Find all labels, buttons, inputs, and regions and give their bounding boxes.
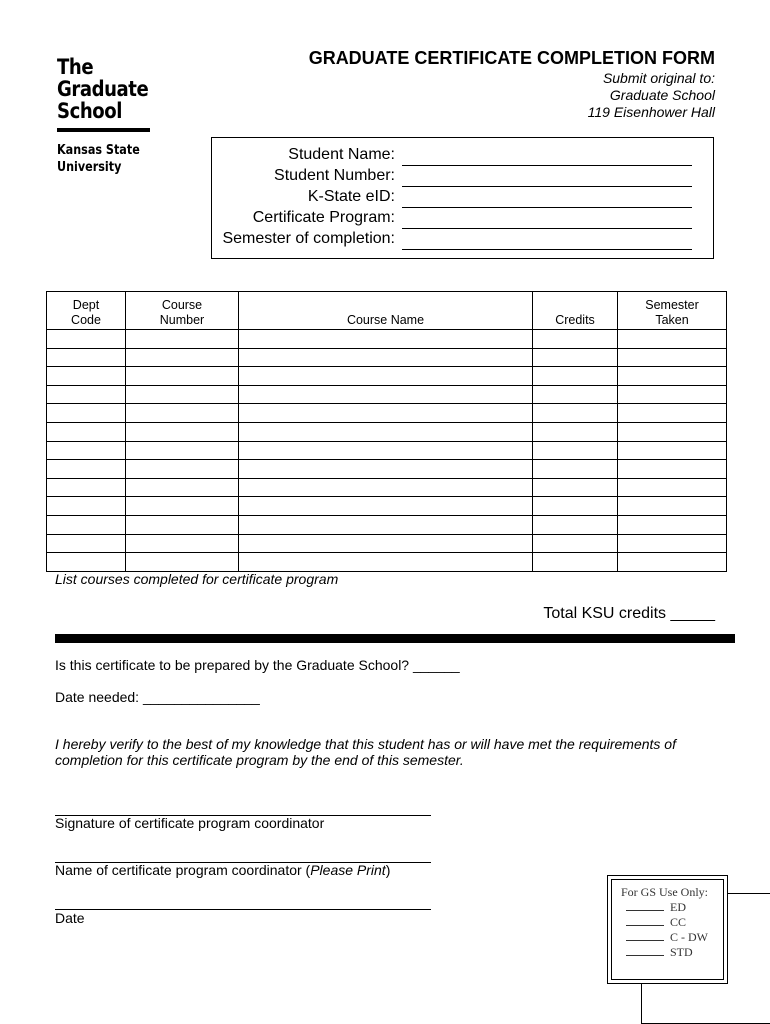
course-name-cell[interactable] — [239, 515, 533, 534]
table-row — [47, 441, 727, 460]
logo-line-kansas-state: Kansas State — [57, 143, 140, 158]
table-header-row — [47, 292, 727, 330]
dept-code-cell[interactable] — [47, 441, 126, 460]
credits-cell[interactable] — [533, 478, 618, 497]
dept-code-cell[interactable] — [47, 497, 126, 516]
header-credits-text: Credits — [555, 313, 595, 327]
logo-line-graduate: Graduate — [57, 77, 149, 101]
course-name-cell[interactable] — [239, 497, 533, 516]
semester-completion-label: Semester of completion: — [222, 230, 395, 247]
course-table-body — [47, 330, 727, 572]
header-course-number-line1: Course — [161, 298, 203, 312]
course-number-cell[interactable] — [126, 553, 239, 572]
gs-item-ed[interactable] — [626, 900, 686, 915]
date-signature-line[interactable] — [55, 892, 431, 910]
semester-taken-cell[interactable] — [618, 515, 727, 534]
table-row — [47, 348, 727, 367]
credits-cell[interactable] — [533, 534, 618, 553]
table-row — [47, 367, 727, 386]
course-name-cell[interactable] — [239, 385, 533, 404]
eid-label: K-State eID: — [307, 188, 395, 205]
logo-line-university: University — [57, 160, 122, 175]
gs-item-c-dw-label: C - DW — [670, 930, 708, 944]
student-name-field — [212, 146, 713, 167]
coordinator-name-label — [55, 862, 390, 878]
dept-code-cell[interactable] — [47, 404, 126, 423]
course-name-cell[interactable] — [239, 367, 533, 386]
coordinator-name-label-italic: Please Print — [310, 862, 386, 878]
semester-taken-cell[interactable] — [618, 441, 727, 460]
gs-use-only-box — [607, 875, 728, 984]
credits-cell[interactable] — [533, 515, 618, 534]
coordinator-signature-label: Signature of certificate program coordinator — [55, 815, 325, 831]
header-course-name-text: Course Name — [346, 313, 425, 327]
certificate-program-field — [212, 209, 713, 230]
dept-code-cell[interactable] — [47, 367, 126, 386]
course-name-cell[interactable] — [239, 404, 533, 423]
dept-code-cell[interactable] — [47, 515, 126, 534]
eid-input[interactable] — [402, 207, 692, 208]
course-number-cell[interactable] — [126, 478, 239, 497]
credits-cell[interactable] — [533, 385, 618, 404]
course-number-cell[interactable] — [126, 497, 239, 516]
semester-taken-cell[interactable] — [618, 478, 727, 497]
student-number-label: Student Number: — [274, 167, 395, 184]
header-course-name — [239, 292, 533, 330]
credits-cell[interactable] — [533, 330, 618, 349]
course-number-cell[interactable] — [126, 534, 239, 553]
dept-code-cell[interactable] — [47, 534, 126, 553]
header-dept-line1: Dept — [72, 298, 100, 312]
credits-cell[interactable] — [533, 460, 618, 479]
gs-item-c-dw[interactable] — [626, 930, 708, 945]
header-course-number — [126, 292, 239, 330]
submit-instructions — [588, 70, 715, 121]
list-courses-note: List courses completed for certificate program — [55, 571, 339, 587]
table-row — [47, 460, 727, 479]
semester-completion-input[interactable] — [402, 249, 692, 250]
date-label: Date — [55, 910, 85, 926]
semester-taken-cell[interactable] — [618, 534, 727, 553]
course-number-cell[interactable] — [126, 367, 239, 386]
table-row — [47, 330, 727, 349]
course-table — [46, 291, 727, 572]
header-semester-taken — [618, 292, 727, 330]
prepared-by-graduate-school-question[interactable]: Is this certificate to be prepared by the Graduate School? ______ — [55, 657, 460, 673]
semester-taken-cell[interactable] — [618, 497, 727, 516]
table-row — [47, 385, 727, 404]
course-name-cell[interactable] — [239, 478, 533, 497]
course-number-cell[interactable] — [126, 441, 239, 460]
course-number-cell[interactable] — [126, 348, 239, 367]
table-row — [47, 478, 727, 497]
gs-use-title: For GS Use Only: — [621, 885, 709, 899]
semester-taken-cell[interactable] — [618, 330, 727, 349]
total-ksu-credits[interactable]: Total KSU credits _____ — [543, 605, 715, 622]
submit-line-2: Graduate School — [609, 87, 715, 103]
header-dept-code — [47, 292, 126, 330]
semester-taken-cell[interactable] — [618, 348, 727, 367]
semester-completion-field — [212, 230, 713, 251]
course-name-cell[interactable] — [239, 534, 533, 553]
course-number-cell[interactable] — [126, 330, 239, 349]
semester-taken-cell[interactable] — [618, 404, 727, 423]
form-title: GRADUATE CERTIFICATE COMPLETION FORM — [308, 48, 715, 68]
header-semester-line2: Taken — [655, 313, 689, 327]
dept-code-cell[interactable] — [47, 478, 126, 497]
dept-code-cell[interactable] — [47, 385, 126, 404]
course-name-cell[interactable] — [239, 348, 533, 367]
dept-code-cell[interactable] — [47, 460, 126, 479]
course-name-cell[interactable] — [239, 460, 533, 479]
student-number-field — [212, 167, 713, 188]
dept-code-cell[interactable] — [47, 422, 126, 441]
course-number-cell[interactable] — [126, 404, 239, 423]
table-row — [47, 497, 727, 516]
course-name-cell[interactable] — [239, 441, 533, 460]
credits-cell[interactable] — [533, 422, 618, 441]
certificate-program-label: Certificate Program: — [252, 209, 395, 226]
semester-taken-cell[interactable] — [618, 460, 727, 479]
table-row — [47, 553, 727, 572]
credits-cell[interactable] — [533, 404, 618, 423]
dept-code-cell[interactable] — [47, 348, 126, 367]
course-name-cell[interactable] — [239, 330, 533, 349]
course-number-cell[interactable] — [126, 422, 239, 441]
logo-line-school: School — [57, 99, 122, 123]
course-number-cell[interactable] — [126, 515, 239, 534]
logo-line-the: The — [57, 55, 94, 79]
student-name-label: Student Name: — [288, 146, 395, 163]
semester-taken-cell[interactable] — [618, 385, 727, 404]
graduate-school-logo — [57, 56, 153, 176]
dept-code-cell[interactable] — [47, 330, 126, 349]
course-name-cell[interactable] — [239, 422, 533, 441]
gs-use-inner-frame — [611, 879, 724, 980]
submit-line-3: 119 Eisenhower Hall — [587, 104, 715, 120]
table-row — [47, 515, 727, 534]
semester-taken-cell[interactable] — [618, 553, 727, 572]
credits-cell[interactable] — [533, 553, 618, 572]
credits-cell[interactable] — [533, 441, 618, 460]
gs-item-ed-label: ED — [670, 900, 686, 914]
logo-divider — [57, 128, 150, 132]
gs-item-std[interactable] — [626, 945, 693, 960]
dept-code-cell[interactable] — [47, 553, 126, 572]
student-info-box — [211, 137, 714, 259]
submit-line-1: Submit original to: — [602, 70, 715, 86]
course-number-cell[interactable] — [126, 460, 239, 479]
table-row — [47, 404, 727, 423]
coordinator-name-label-prefix: Name of certificate program coordinator ( — [55, 862, 311, 878]
credits-cell[interactable] — [533, 348, 618, 367]
course-name-cell[interactable] — [239, 553, 533, 572]
coordinator-name-label-suffix: ) — [385, 862, 391, 878]
gs-item-std-label: STD — [670, 945, 693, 959]
course-number-cell[interactable] — [126, 385, 239, 404]
verification-statement: I hereby verify to the best of my knowledge that this student has or will have met the requirements of completion for this certificate program by the end of this semester. — [55, 736, 676, 768]
header-credits — [533, 292, 618, 330]
credits-cell[interactable] — [533, 497, 618, 516]
section-divider — [55, 634, 735, 643]
header-dept-line2: Code — [71, 313, 101, 327]
date-needed-field[interactable]: Date needed: _______________ — [55, 689, 260, 705]
semester-taken-cell[interactable] — [618, 422, 727, 441]
certificate-program-input[interactable] — [402, 228, 692, 229]
gs-item-cc-label: CC — [670, 915, 687, 929]
coordinator-name-line[interactable] — [55, 845, 431, 863]
semester-taken-cell[interactable] — [618, 367, 727, 386]
table-row — [47, 422, 727, 441]
table-row — [47, 534, 727, 553]
header-semester-line1: Semester — [645, 298, 699, 312]
gs-item-cc[interactable] — [626, 915, 686, 930]
header-course-number-line2: Number — [159, 313, 205, 327]
eid-field — [212, 188, 713, 209]
student-name-input[interactable] — [402, 165, 692, 166]
student-number-input[interactable] — [402, 186, 692, 187]
credits-cell[interactable] — [533, 367, 618, 386]
coordinator-signature-line[interactable] — [55, 798, 431, 816]
